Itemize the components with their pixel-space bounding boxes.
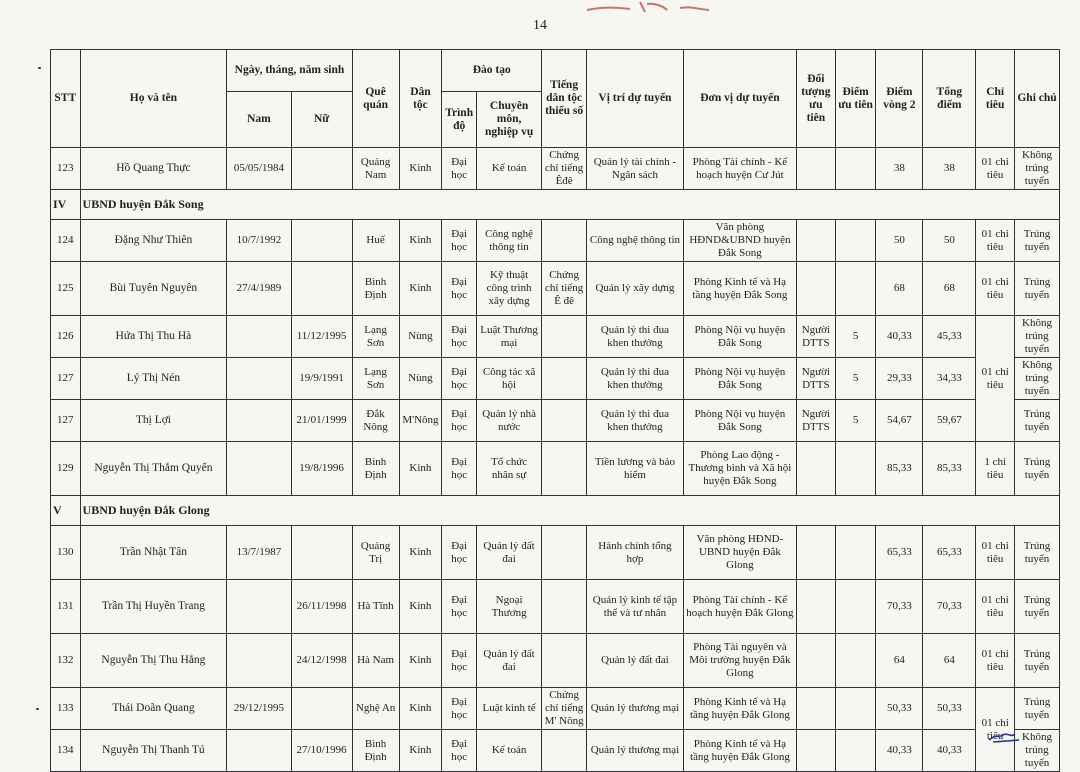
cell-dob-male: [227, 442, 291, 496]
cell-name: Nguyễn Thị Thanh Tú: [80, 730, 227, 772]
cell-priority-group: [796, 730, 835, 772]
cell-round2: 54,67: [876, 400, 923, 442]
cell-dob-male: 29/12/1995: [227, 688, 291, 730]
cell-ethnicity: Kinh: [399, 262, 442, 316]
header-total: Tổng điểm: [923, 50, 976, 148]
cell-position: Quản lý thi đua khen thưởng: [587, 400, 684, 442]
cell-dob-male: [227, 730, 291, 772]
cell-stt: 132: [51, 634, 81, 688]
table-row: [51, 634, 1060, 688]
header-male: Nam: [227, 92, 291, 148]
header-priority-score: Điểm ưu tiên: [835, 50, 876, 148]
cell-priority-score: [835, 730, 876, 772]
cell-quota: 01 chỉ tiêu: [976, 526, 1015, 580]
cell-level: Đại học: [442, 688, 477, 730]
cell-name: Thái Doãn Quang: [80, 688, 227, 730]
cell-total: 85,33: [923, 442, 976, 496]
cell-note: Không trúng tuyển: [1015, 730, 1060, 772]
cell-ethnicity: Kinh: [399, 526, 442, 580]
cell-position: Quản lý đất đai: [587, 634, 684, 688]
cell-quota: 1 chỉ tiêu: [976, 442, 1015, 496]
cell-unit: Phòng Kinh tế và Hạ tầng huyện Đắk Glong: [683, 730, 796, 772]
cell-major: Công tác xã hội: [476, 358, 541, 400]
cell-stt: 123: [51, 148, 81, 190]
cell-dob-female: [291, 220, 352, 262]
cell-total: 50,33: [923, 688, 976, 730]
cell-dob-female: [291, 526, 352, 580]
cell-quota: 01 chỉ tiêu: [976, 580, 1015, 634]
table-header: [51, 50, 1060, 148]
cell-ethnicity: M'Nông: [399, 400, 442, 442]
cell-round2: 29,33: [876, 358, 923, 400]
cell-round2: 50,33: [876, 688, 923, 730]
cell-dob-male: [227, 358, 291, 400]
cell-hometown: Hà Nam: [352, 634, 399, 688]
cell-unit: Phòng Lao động - Thương binh và Xã hội huyện Đắk Song: [683, 442, 796, 496]
cell-name: Hồ Quang Thực: [80, 148, 227, 190]
cell-round2: 40,33: [876, 316, 923, 358]
cell-stt: 134: [51, 730, 81, 772]
cell-language: [542, 220, 587, 262]
header-position: Vị trí dự tuyển: [587, 50, 684, 148]
cell-priority-score: [835, 634, 876, 688]
cell-hometown: Quảng Trị: [352, 526, 399, 580]
cell-priority-score: 5: [835, 400, 876, 442]
table-row: [51, 220, 1060, 262]
header-quota: Chỉ tiêu: [976, 50, 1015, 148]
cell-unit: Phòng Tài chính - Kế hoạch huyện Đắk Glong: [683, 580, 796, 634]
cell-priority-score: [835, 688, 876, 730]
cell-position: Quản lý thi đua khen thưởng: [587, 316, 684, 358]
header-hometown: Quê quán: [352, 50, 399, 148]
cell-priority-group: [796, 220, 835, 262]
cell-stt: 133: [51, 688, 81, 730]
cell-name: Hứa Thị Thu Hà: [80, 316, 227, 358]
cell-unit: Phòng Nội vụ huyện Đắk Song: [683, 358, 796, 400]
scan-speck: [38, 67, 41, 69]
cell-position: Quản lý kinh tế tập thể và tư nhân: [587, 580, 684, 634]
header-dob: Ngày, tháng, năm sinh: [227, 50, 352, 92]
cell-hometown: Hà Tĩnh: [352, 580, 399, 634]
cell-total: 68: [923, 262, 976, 316]
cell-language: [542, 526, 587, 580]
header-female: Nữ: [291, 92, 352, 148]
cell-note: Trúng tuyển: [1015, 634, 1060, 688]
header-level: Trình độ: [442, 92, 477, 148]
cell-priority-group: [796, 148, 835, 190]
table-row: [51, 526, 1060, 580]
cell-total: 59,67: [923, 400, 976, 442]
cell-language: [542, 634, 587, 688]
table-row: [51, 580, 1060, 634]
cell-dob-female: 19/9/1991: [291, 358, 352, 400]
cell-position: Quản lý thi đua khen thưởng: [587, 358, 684, 400]
cell-stt: 125: [51, 262, 81, 316]
cell-ethnicity: Nùng: [399, 316, 442, 358]
cell-name: Trần Thị Huyền Trang: [80, 580, 227, 634]
cell-ethnicity: Nùng: [399, 358, 442, 400]
cell-hometown: Bình Định: [352, 730, 399, 772]
cell-language: [542, 580, 587, 634]
cell-unit: Phòng Kinh tế và Hạ tầng huyện Đắk Glong: [683, 688, 796, 730]
cell-stt: 124: [51, 220, 81, 262]
cell-stt: 127: [51, 358, 81, 400]
cell-stt: 130: [51, 526, 81, 580]
cell-unit: Phòng Nội vụ huyện Đắk Song: [683, 400, 796, 442]
cell-dob-female: [291, 148, 352, 190]
cell-stt: 127: [51, 400, 81, 442]
cell-language: [542, 400, 587, 442]
cell-stt: 131: [51, 580, 81, 634]
table-row: [51, 316, 1060, 358]
cell-dob-male: [227, 634, 291, 688]
cell-ethnicity: Kinh: [399, 148, 442, 190]
cell-language: Chứng chỉ tiếng Ê đê: [542, 262, 587, 316]
cell-hometown: Bình Định: [352, 442, 399, 496]
cell-major: Công nghệ thông tin: [476, 220, 541, 262]
cell-hometown: Đắk Nông: [352, 400, 399, 442]
header-note: Ghi chú: [1015, 50, 1060, 148]
cell-total: 64: [923, 634, 976, 688]
cell-priority-group: [796, 526, 835, 580]
cell-ethnicity: Kinh: [399, 730, 442, 772]
cell-hometown: Bình Định: [352, 262, 399, 316]
cell-level: Đại học: [442, 400, 477, 442]
cell-language: [542, 358, 587, 400]
cell-total: 34,33: [923, 358, 976, 400]
cell-priority-score: [835, 442, 876, 496]
cell-round2: 50: [876, 220, 923, 262]
table-row: [51, 400, 1060, 442]
cell-name: Lý Thị Nén: [80, 358, 227, 400]
cell-name: Nguyễn Thị Thu Hằng: [80, 634, 227, 688]
cell-level: Đại học: [442, 262, 477, 316]
cell-note: Trúng tuyển: [1015, 400, 1060, 442]
cell-level: Đại học: [442, 730, 477, 772]
cell-dob-male: [227, 580, 291, 634]
cell-major: Kỹ thuật công trình xây dựng: [476, 262, 541, 316]
cell-major: Luật kinh tế: [476, 688, 541, 730]
section-roman: IV: [51, 190, 81, 220]
cell-unit: Phòng Kinh tế và Hạ tầng huyện Đắk Song: [683, 262, 796, 316]
cell-name: Đặng Như Thiên: [80, 220, 227, 262]
cell-position: Công nghệ thông tin: [587, 220, 684, 262]
cell-priority-score: [835, 220, 876, 262]
cell-dob-female: [291, 262, 352, 316]
section-title: UBND huyện Đắk Song: [80, 190, 1059, 220]
cell-priority-group: Người DTTS: [796, 400, 835, 442]
cell-hometown: Quảng Nam: [352, 148, 399, 190]
cell-ethnicity: Kinh: [399, 580, 442, 634]
cell-priority-group: [796, 262, 835, 316]
cell-level: Đại học: [442, 580, 477, 634]
cell-round2: 40,33: [876, 730, 923, 772]
signature-mark: [985, 726, 1025, 746]
header-minority-language: Tiếng dân tộc thiểu số: [542, 50, 587, 148]
cell-priority-group: [796, 634, 835, 688]
cell-priority-group: Người DTTS: [796, 316, 835, 358]
header-training: Đào tạo: [442, 50, 542, 92]
header-unit: Đơn vị dự tuyển: [683, 50, 796, 148]
cell-note: Không trúng tuyển: [1015, 148, 1060, 190]
cell-round2: 64: [876, 634, 923, 688]
cell-priority-score: [835, 148, 876, 190]
cell-note: Trúng tuyển: [1015, 526, 1060, 580]
cell-dob-male: 05/05/1984: [227, 148, 291, 190]
cell-total: 40,33: [923, 730, 976, 772]
cell-level: Đại học: [442, 316, 477, 358]
cell-position: Tiền lương và bảo hiểm: [587, 442, 684, 496]
cell-name: Thị Lợi: [80, 400, 227, 442]
red-stamp-mark: [585, 0, 715, 14]
cell-position: Hành chính tổng hợp: [587, 526, 684, 580]
cell-name: Trần Nhật Tân: [80, 526, 227, 580]
table-row: [51, 148, 1060, 190]
header-ethnicity: Dân tộc: [399, 50, 442, 148]
header-round2: Điểm vòng 2: [876, 50, 923, 148]
cell-priority-score: [835, 580, 876, 634]
cell-level: Đại học: [442, 634, 477, 688]
table-row: [51, 688, 1060, 730]
cell-note: Trúng tuyển: [1015, 220, 1060, 262]
cell-round2: 70,33: [876, 580, 923, 634]
cell-level: Đại học: [442, 220, 477, 262]
cell-major: Ngoại Thương: [476, 580, 541, 634]
candidate-results-table: [50, 49, 1060, 772]
table-row: [51, 730, 1060, 772]
cell-level: Đại học: [442, 148, 477, 190]
cell-dob-female: 24/12/1998: [291, 634, 352, 688]
cell-level: Đại học: [442, 526, 477, 580]
cell-note: Trúng tuyển: [1015, 442, 1060, 496]
cell-language: Chứng chỉ tiếng Êđê: [542, 148, 587, 190]
cell-note: Trúng tuyển: [1015, 580, 1060, 634]
cell-hometown: Lạng Sơn: [352, 316, 399, 358]
cell-unit: Phòng Tài chính - Kế hoạch huyện Cư Jút: [683, 148, 796, 190]
cell-unit: Phòng Nội vụ huyện Đắk Song: [683, 316, 796, 358]
cell-major: Quản lý đất đai: [476, 526, 541, 580]
cell-total: 70,33: [923, 580, 976, 634]
header-priority-group: Đối tượng ưu tiên: [796, 50, 835, 148]
section-title: UBND huyện Đắk Glong: [80, 496, 1059, 526]
cell-position: Quản lý thương mại: [587, 730, 684, 772]
cell-round2: 68: [876, 262, 923, 316]
cell-major: Kế toán: [476, 148, 541, 190]
cell-unit: Phòng Tài nguyên và Môi trường huyện Đắk Glong: [683, 634, 796, 688]
cell-hometown: Huế: [352, 220, 399, 262]
cell-priority-score: [835, 262, 876, 316]
header-stt: STT: [51, 50, 81, 148]
cell-position: Quản lý xây dựng: [587, 262, 684, 316]
header-name: Họ và tên: [80, 50, 227, 148]
cell-ethnicity: Kinh: [399, 634, 442, 688]
cell-total: 38: [923, 148, 976, 190]
cell-major: Tổ chức nhân sự: [476, 442, 541, 496]
table-row: [51, 262, 1060, 316]
cell-ethnicity: Kinh: [399, 220, 442, 262]
cell-hometown: Lạng Sơn: [352, 358, 399, 400]
cell-priority-group: [796, 688, 835, 730]
cell-major: Quản lý đất đai: [476, 634, 541, 688]
cell-quota-merged: 01 chỉ tiêu: [976, 316, 1015, 442]
cell-dob-male: 10/7/1992: [227, 220, 291, 262]
cell-priority-score: 5: [835, 358, 876, 400]
cell-hometown: Nghệ An: [352, 688, 399, 730]
cell-position: Quản lý thương mại: [587, 688, 684, 730]
cell-ethnicity: Kinh: [399, 688, 442, 730]
section-row: [51, 190, 1060, 220]
cell-total: 45,33: [923, 316, 976, 358]
section-row: [51, 496, 1060, 526]
cell-major: Quản lý nhà nước: [476, 400, 541, 442]
cell-round2: 38: [876, 148, 923, 190]
cell-language: [542, 442, 587, 496]
cell-unit: Văn phòng HĐND-UBND huyện Đắk Glong: [683, 526, 796, 580]
cell-quota: 01 chỉ tiêu: [976, 262, 1015, 316]
cell-dob-male: 13/7/1987: [227, 526, 291, 580]
cell-dob-female: 27/10/1996: [291, 730, 352, 772]
cell-quota-merged: 01 chỉ tiêu: [976, 688, 1015, 772]
cell-dob-female: 19/8/1996: [291, 442, 352, 496]
cell-priority-score: [835, 526, 876, 580]
cell-priority-group: [796, 580, 835, 634]
cell-language: Chứng chỉ tiếng M' Nông: [542, 688, 587, 730]
cell-priority-group: Người DTTS: [796, 358, 835, 400]
table-row: [51, 442, 1060, 496]
cell-stt: 129: [51, 442, 81, 496]
cell-dob-male: 27/4/1989: [227, 262, 291, 316]
table-row: [51, 358, 1060, 400]
cell-dob-female: 21/01/1999: [291, 400, 352, 442]
section-roman: V: [51, 496, 81, 526]
cell-priority-group: [796, 442, 835, 496]
cell-dob-female: 26/11/1998: [291, 580, 352, 634]
cell-stt: 126: [51, 316, 81, 358]
cell-level: Đại học: [442, 442, 477, 496]
cell-total: 50: [923, 220, 976, 262]
cell-total: 65,33: [923, 526, 976, 580]
cell-note: Trúng tuyển: [1015, 688, 1060, 730]
cell-level: Đại học: [442, 358, 477, 400]
page-number: 14: [533, 18, 547, 33]
cell-note: Không trúng tuyển: [1015, 316, 1060, 358]
header-major: Chuyên môn, nghiệp vụ: [476, 92, 541, 148]
cell-unit: Văn phòng HĐND&UBND huyện Đắk Song: [683, 220, 796, 262]
cell-quota: 01 chỉ tiêu: [976, 148, 1015, 190]
cell-note: Không trúng tuyển: [1015, 358, 1060, 400]
cell-name: Bùi Tuyên Nguyên: [80, 262, 227, 316]
cell-ethnicity: Kinh: [399, 442, 442, 496]
cell-dob-male: [227, 400, 291, 442]
cell-dob-female: [291, 688, 352, 730]
cell-round2: 65,33: [876, 526, 923, 580]
cell-major: Luật Thương mại: [476, 316, 541, 358]
cell-quota: 01 chỉ tiêu: [976, 634, 1015, 688]
cell-quota: 01 chỉ tiêu: [976, 220, 1015, 262]
cell-name: Nguyễn Thị Thắm Quyến: [80, 442, 227, 496]
cell-dob-male: [227, 316, 291, 358]
cell-note: Trúng tuyển: [1015, 262, 1060, 316]
cell-language: [542, 730, 587, 772]
cell-dob-female: 11/12/1995: [291, 316, 352, 358]
cell-round2: 85,33: [876, 442, 923, 496]
cell-language: [542, 316, 587, 358]
cell-major: Kế toán: [476, 730, 541, 772]
cell-priority-score: 5: [835, 316, 876, 358]
scan-speck: [36, 708, 39, 710]
cell-position: Quản lý tài chính - Ngân sách: [587, 148, 684, 190]
